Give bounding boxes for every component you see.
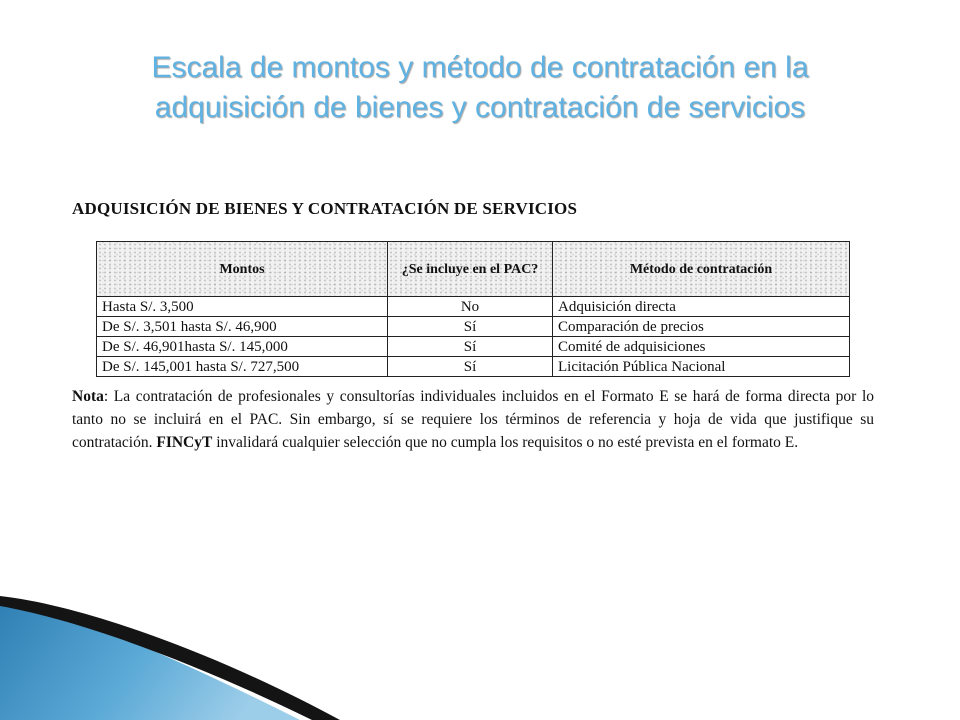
cell-amount: Hasta S/. 3,500	[97, 297, 388, 317]
corner-swoosh-decoration	[0, 560, 960, 720]
header-montos: Montos	[97, 242, 388, 297]
cell-amount: De S/. 3,501 hasta S/. 46,900	[97, 317, 388, 337]
cell-amount: De S/. 145,001 hasta S/. 727,500	[97, 357, 388, 377]
cell-method: Comité de adquisiciones	[553, 337, 850, 357]
note-label: Nota	[72, 388, 104, 405]
document-heading: ADQUISICIÓN DE BIENES Y CONTRATACIÓN DE SERVICIOS	[72, 199, 578, 218]
cell-amount: De S/. 46,901hasta S/. 145,000	[97, 337, 388, 357]
cell-method: Adquisición directa	[553, 297, 850, 317]
table-row	[97, 357, 850, 377]
note-text-1: : La contratación de profesionales y consultorías individuales incluidos en el Formato E se hará de forma directa por lo tanto no se incluirá en el PAC. Sin embargo, sí se requiere los términos de referencia y hoja de vida que justifique su contratación.	[72, 388, 874, 451]
cell-method: Comparación de precios	[553, 317, 850, 337]
cell-in-pac: No	[388, 297, 553, 317]
table-row	[97, 297, 850, 317]
cell-in-pac: Sí	[388, 337, 553, 357]
table-row	[97, 317, 850, 337]
swoosh-blue	[0, 600, 300, 720]
table-header-row	[97, 242, 850, 297]
amounts-method-table	[96, 241, 850, 377]
slide-title-line-1: Escala de montos y método de contratación en la	[151, 51, 809, 84]
note-paragraph	[72, 385, 874, 454]
cell-in-pac: Sí	[388, 317, 553, 337]
note-text-2: invalidará cualquier selección que no cumpla los requisitos o no esté prevista en el formato E.	[212, 434, 799, 451]
note-org: FINCyT	[156, 434, 213, 451]
slide-title-line-2: adquisición de bienes y contratación de servicios	[154, 91, 806, 124]
header-metodo: Método de contratación	[553, 242, 850, 297]
cell-method: Licitación Pública Nacional	[553, 357, 850, 377]
header-pac: ¿Se incluye en el PAC?	[388, 242, 553, 297]
table-row	[97, 337, 850, 357]
cell-in-pac: Sí	[388, 357, 553, 377]
slide-title	[40, 48, 920, 128]
